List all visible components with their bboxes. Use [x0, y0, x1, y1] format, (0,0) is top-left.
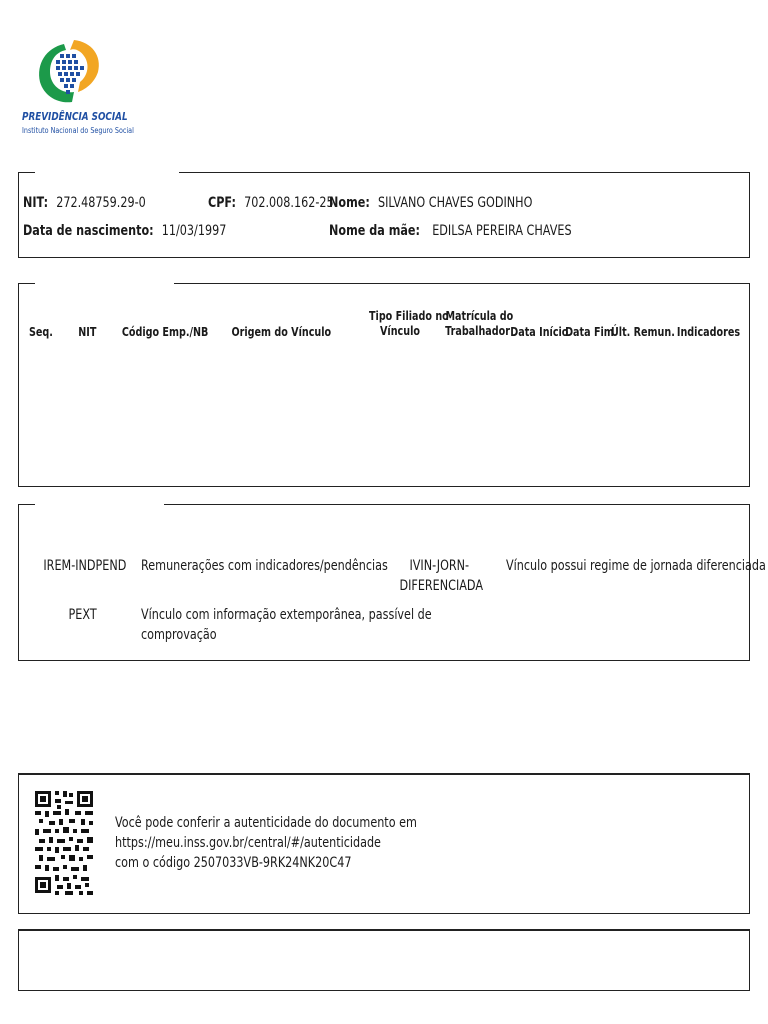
nascimento-value: 11/03/1997 — [161, 223, 227, 239]
legenda-desc: Vínculo possui regime de jornada diferenciada — [506, 558, 766, 574]
nascimento-label: Data de nascimento: — [23, 223, 154, 239]
mae-label: Nome da mãe: — [329, 223, 421, 239]
col-data-fim: Data Fim — [565, 325, 614, 339]
col-data-inicio: Data Início — [510, 325, 569, 339]
nome-value: SILVANO CHAVES GODINHO — [377, 195, 533, 211]
legenda-code: IREM-INDPEND — [43, 558, 127, 574]
nome-label: Nome: — [329, 195, 370, 211]
cpf-label: CPF: — [208, 195, 236, 211]
nit-label: NIT: — [23, 195, 49, 211]
legenda-code: IVIN-JORN- DIFERENCIADA — [399, 558, 484, 594]
col-nit: NIT — [77, 325, 97, 339]
col-ult-remun: Últ. Remun. — [610, 325, 675, 339]
logo-title: PREVIDÊNCIA SOCIAL — [22, 110, 128, 123]
nit-value: 272.48759.29-0 — [56, 195, 146, 211]
qr-code-icon[interactable] — [35, 789, 93, 897]
logo-subtitle: Instituto Nacional do Seguro Social — [22, 126, 134, 135]
col-tipo-filiado: Tipo Filiado no Vínculo — [368, 309, 449, 338]
legenda-desc: Vínculo com informação extemporânea, passível de comprovação — [141, 607, 432, 643]
inss-logo — [20, 38, 134, 142]
footer-box — [18, 929, 750, 991]
col-origem: Origem do Vínculo — [231, 325, 332, 339]
vinculos-table — [18, 283, 750, 487]
col-seq: Seq. — [29, 325, 53, 339]
col-matricula: Matrícula do Trabalhador — [445, 309, 514, 338]
mae-value: EDILSA PEREIRA CHAVES — [432, 223, 572, 239]
previdencia-logo-icon — [34, 38, 104, 106]
legenda-desc: Remunerações com indicadores/pendências — [141, 558, 388, 574]
autenticidade-box — [18, 773, 750, 914]
legenda-code: PEXT — [68, 607, 98, 623]
autenticidade-codigo: com o código 2507033VB-9RK24NK20C47 — [115, 855, 352, 871]
autenticidade-url[interactable]: https://meu.inss.gov.br/central/#/autenticidade — [115, 835, 381, 851]
personal-info-box — [18, 172, 750, 258]
cpf-value: 702.008.162-25 — [244, 195, 334, 211]
legenda-box — [18, 504, 766, 661]
col-codigo: Código Emp./NB — [121, 325, 209, 339]
col-indicadores: Indicadores — [676, 325, 741, 339]
autenticidade-line1: Você pode conferir a autenticidade do documento em — [115, 815, 417, 831]
